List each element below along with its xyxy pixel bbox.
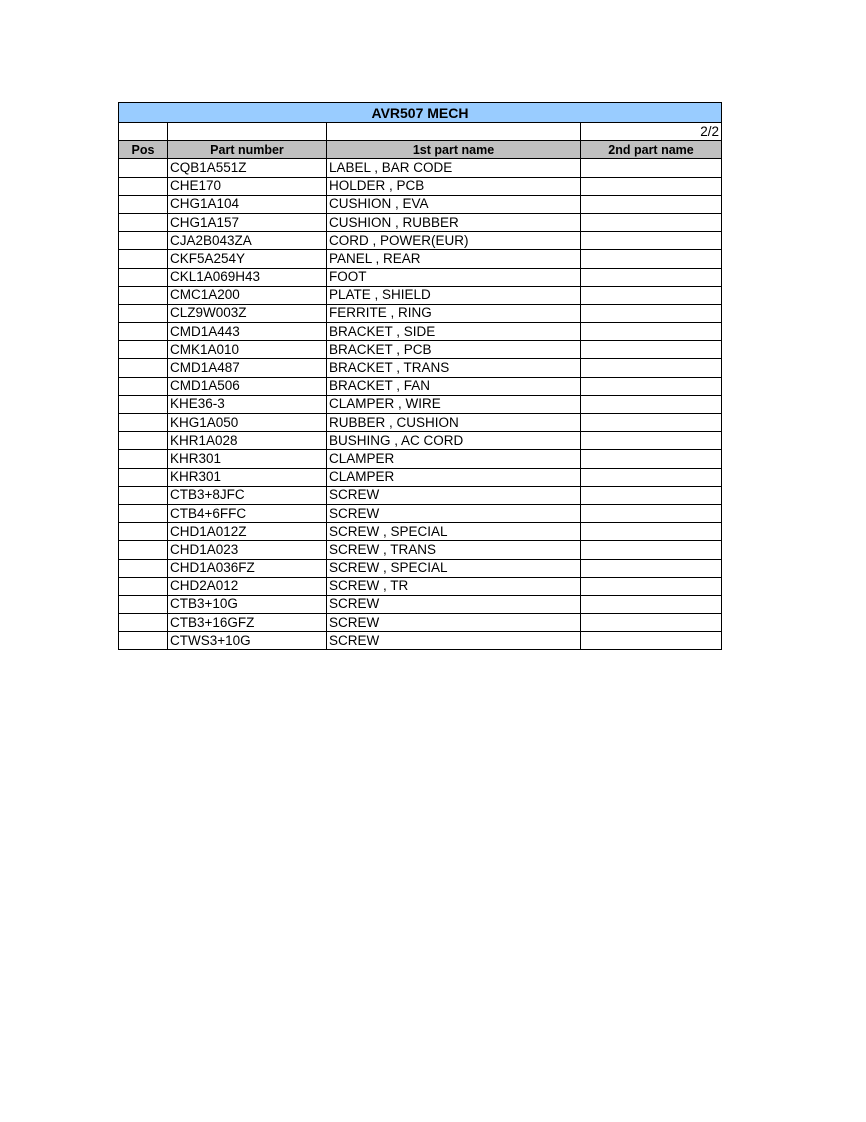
cell-first-part-name: BRACKET , TRANS [327,359,581,377]
cell-part-number: CKL1A069H43 [168,268,327,286]
cell-first-part-name: BUSHING , AC CORD [327,432,581,450]
title-row [119,103,722,123]
table-row [119,268,722,286]
cell-part-number: CHE170 [168,177,327,195]
cell-first-part-name: BRACKET , PCB [327,341,581,359]
table-row [119,450,722,468]
cell-second-part-name [581,323,722,341]
cell-first-part-name: BRACKET , FAN [327,377,581,395]
cell-part-number: CMC1A200 [168,286,327,304]
cell-second-part-name [581,595,722,613]
table-row [119,614,722,632]
table-row [119,177,722,195]
table-row [119,523,722,541]
cell-second-part-name [581,177,722,195]
table-row [119,432,722,450]
cell-second-part-name [581,504,722,522]
cell-second-part-name [581,486,722,504]
cell-pos [119,614,168,632]
table-row [119,395,722,413]
column-header-first-part-name: 1st part name [327,141,581,159]
cell-second-part-name [581,614,722,632]
cell-second-part-name [581,559,722,577]
cell-pos [119,213,168,231]
cell-pos [119,523,168,541]
column-header-row [119,141,722,159]
cell-part-number: KHR1A028 [168,432,327,450]
column-header-part-number: Part number [168,141,327,159]
cell-first-part-name: SCREW , SPECIAL [327,523,581,541]
cell-part-number: CJA2B043ZA [168,232,327,250]
table-row [119,414,722,432]
table-row [119,232,722,250]
cell-first-part-name: RUBBER , CUSHION [327,414,581,432]
page-row-empty-cell [119,123,168,141]
table-title: AVR507 MECH [119,103,722,123]
cell-part-number: KHR301 [168,468,327,486]
cell-second-part-name [581,377,722,395]
cell-pos [119,341,168,359]
cell-part-number: CMD1A443 [168,323,327,341]
cell-pos [119,195,168,213]
table-row [119,159,722,177]
cell-second-part-name [581,432,722,450]
page-indicator: 2/2 [581,123,722,141]
cell-second-part-name [581,577,722,595]
cell-part-number: CHD1A023 [168,541,327,559]
table-row [119,377,722,395]
cell-second-part-name [581,232,722,250]
page-row-empty-cell [327,123,581,141]
cell-pos [119,504,168,522]
cell-part-number: KHR301 [168,450,327,468]
cell-part-number: CHG1A104 [168,195,327,213]
cell-part-number: CQB1A551Z [168,159,327,177]
cell-first-part-name: CORD , POWER(EUR) [327,232,581,250]
cell-pos [119,232,168,250]
cell-pos [119,414,168,432]
cell-part-number: CTB3+16GFZ [168,614,327,632]
cell-pos [119,268,168,286]
cell-pos [119,450,168,468]
cell-pos [119,159,168,177]
page-row [119,123,722,141]
table-row [119,250,722,268]
column-header-pos: Pos [119,141,168,159]
cell-second-part-name [581,523,722,541]
cell-first-part-name: SCREW , SPECIAL [327,559,581,577]
cell-pos [119,323,168,341]
cell-part-number: CTB3+10G [168,595,327,613]
table-row [119,577,722,595]
cell-second-part-name [581,304,722,322]
cell-first-part-name: SCREW [327,486,581,504]
parts-table [118,102,722,650]
cell-second-part-name [581,159,722,177]
cell-first-part-name: CLAMPER , WIRE [327,395,581,413]
page-row-empty-cell [168,123,327,141]
cell-part-number: CHG1A157 [168,213,327,231]
cell-second-part-name [581,414,722,432]
cell-part-number: CTB3+8JFC [168,486,327,504]
cell-pos [119,286,168,304]
table-row [119,304,722,322]
cell-pos [119,395,168,413]
cell-pos [119,541,168,559]
table-row [119,504,722,522]
cell-first-part-name: SCREW [327,632,581,650]
cell-first-part-name: CUSHION , EVA [327,195,581,213]
cell-part-number: KHG1A050 [168,414,327,432]
cell-first-part-name: SCREW [327,504,581,522]
table-row [119,559,722,577]
column-header-second-part-name: 2nd part name [581,141,722,159]
cell-second-part-name [581,359,722,377]
cell-first-part-name: CUSHION , RUBBER [327,213,581,231]
table-row [119,632,722,650]
cell-first-part-name: HOLDER , PCB [327,177,581,195]
cell-part-number: CMD1A506 [168,377,327,395]
cell-pos [119,577,168,595]
cell-second-part-name [581,632,722,650]
table-row [119,213,722,231]
cell-pos [119,377,168,395]
cell-pos [119,632,168,650]
table-row [119,541,722,559]
cell-first-part-name: BRACKET , SIDE [327,323,581,341]
cell-part-number: CTB4+6FFC [168,504,327,522]
table-row [119,195,722,213]
cell-first-part-name: SCREW , TR [327,577,581,595]
cell-second-part-name [581,195,722,213]
cell-pos [119,177,168,195]
table-row [119,341,722,359]
cell-pos [119,304,168,322]
cell-part-number: CHD1A012Z [168,523,327,541]
table-row [119,286,722,304]
cell-first-part-name: PANEL , REAR [327,250,581,268]
cell-second-part-name [581,395,722,413]
cell-second-part-name [581,286,722,304]
cell-second-part-name [581,268,722,286]
cell-first-part-name: LABEL , BAR CODE [327,159,581,177]
table-row [119,486,722,504]
table-row [119,595,722,613]
cell-first-part-name: PLATE , SHIELD [327,286,581,304]
cell-pos [119,486,168,504]
table-row [119,359,722,377]
cell-first-part-name: FOOT [327,268,581,286]
cell-part-number: KHE36-3 [168,395,327,413]
cell-pos [119,359,168,377]
cell-second-part-name [581,541,722,559]
cell-pos [119,559,168,577]
cell-second-part-name [581,250,722,268]
cell-part-number: CKF5A254Y [168,250,327,268]
cell-part-number: CMD1A487 [168,359,327,377]
table-body [119,159,722,650]
cell-first-part-name: CLAMPER [327,468,581,486]
cell-second-part-name [581,213,722,231]
cell-first-part-name: SCREW , TRANS [327,541,581,559]
cell-part-number: CMK1A010 [168,341,327,359]
cell-part-number: CHD1A036FZ [168,559,327,577]
cell-first-part-name: FERRITE , RING [327,304,581,322]
cell-first-part-name: SCREW [327,614,581,632]
cell-second-part-name [581,341,722,359]
cell-first-part-name: SCREW [327,595,581,613]
cell-pos [119,468,168,486]
cell-first-part-name: CLAMPER [327,450,581,468]
cell-second-part-name [581,450,722,468]
cell-part-number: CLZ9W003Z [168,304,327,322]
cell-second-part-name [581,468,722,486]
cell-part-number: CTWS3+10G [168,632,327,650]
cell-pos [119,595,168,613]
table-row [119,323,722,341]
table-row [119,468,722,486]
cell-pos [119,432,168,450]
cell-part-number: CHD2A012 [168,577,327,595]
cell-pos [119,250,168,268]
